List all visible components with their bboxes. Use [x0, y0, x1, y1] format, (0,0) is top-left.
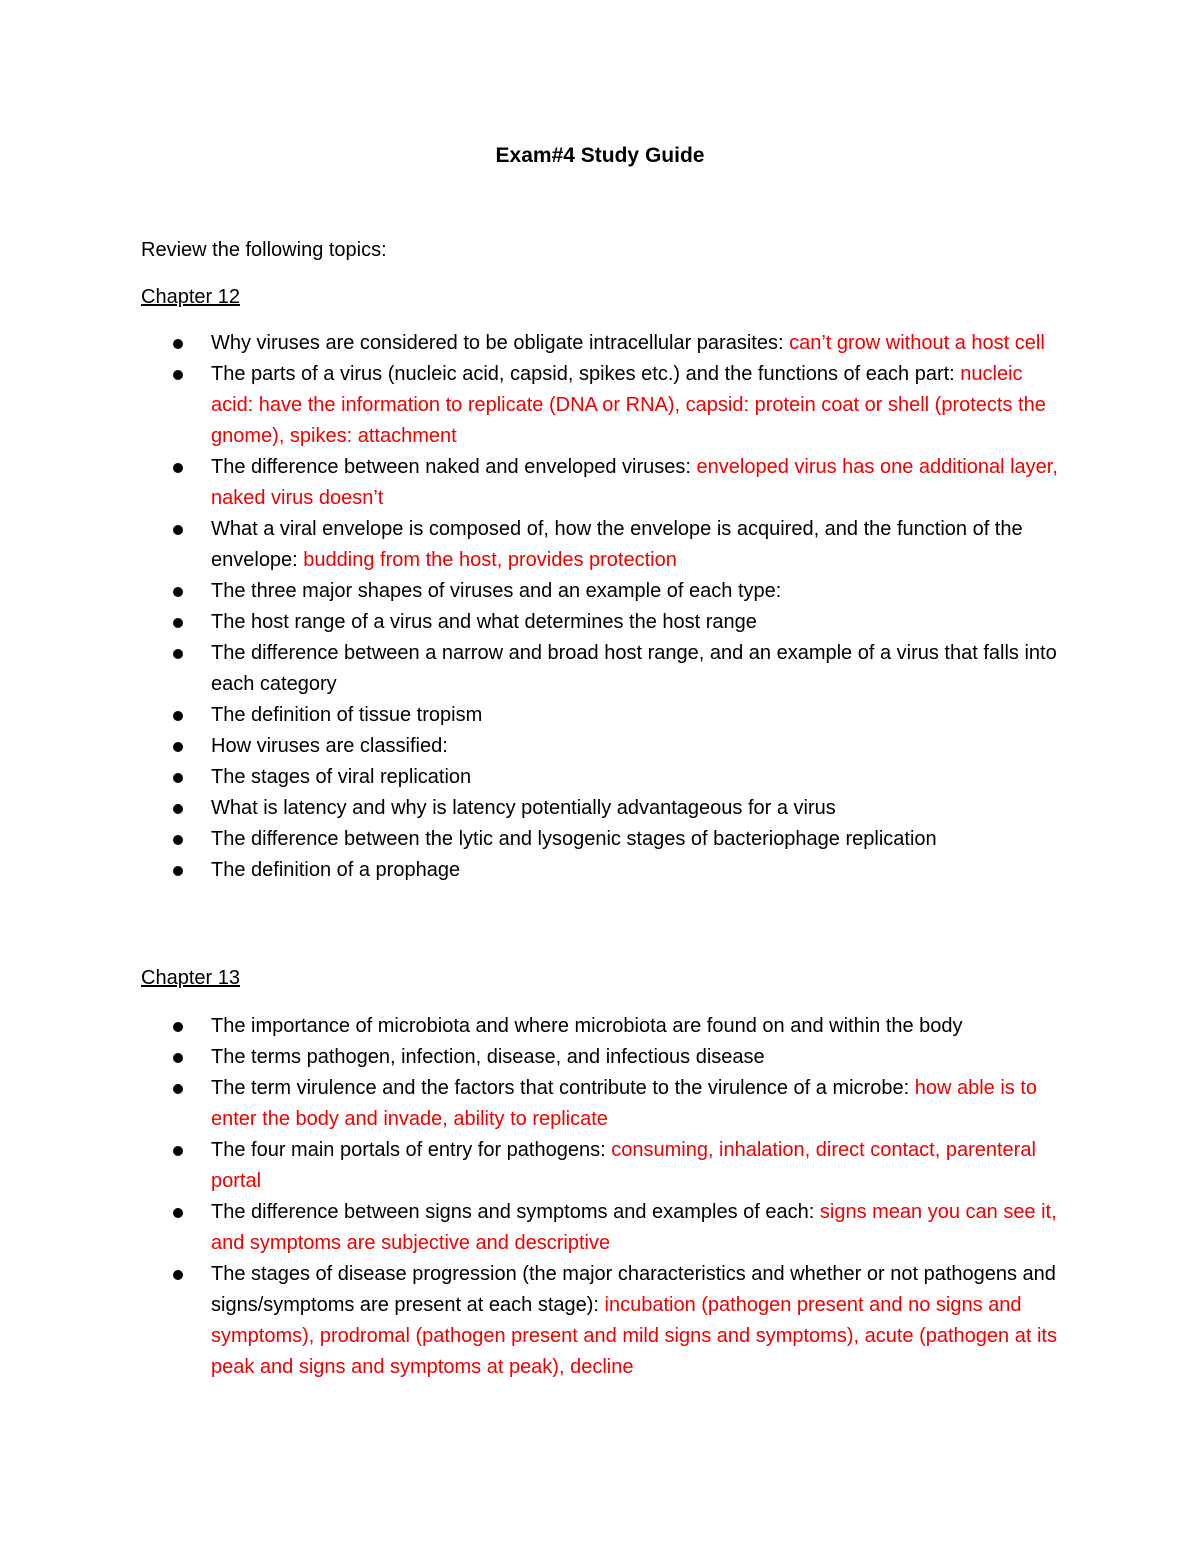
- list-item: [0, 1197, 1200, 1259]
- chapter-13-heading: Chapter 13: [141, 967, 240, 989]
- topic-text: The parts of a virus (nucleic acid, capsid, spikes etc.) and the functions of each part:: [211, 363, 961, 385]
- intro-text: Review the following topics:: [141, 239, 387, 261]
- list-item: [0, 638, 1200, 700]
- bullet-icon: [173, 742, 183, 752]
- chapter-12-heading: Chapter 12: [141, 286, 240, 308]
- bullet-icon: [173, 525, 183, 535]
- bullet-icon: [173, 1022, 183, 1032]
- list-item: [0, 359, 1200, 452]
- list-item: [0, 576, 1200, 607]
- list-item: [0, 855, 1200, 886]
- bullet-icon: [173, 587, 183, 597]
- bullet-icon: [173, 649, 183, 659]
- bullet-icon: [173, 773, 183, 783]
- topic-text: Why viruses are considered to be obligate intracellular parasites:: [211, 332, 790, 354]
- page-title: Exam#4 Study Guide: [495, 144, 705, 167]
- topic-text: The three major shapes of viruses and an example of each type:: [211, 580, 782, 602]
- answer-text: budding from the host, provides protection: [303, 549, 677, 571]
- topic-text: The difference between naked and enveloped viruses:: [211, 456, 697, 478]
- topic-text: The terms pathogen, infection, disease, and infectious disease: [211, 1046, 765, 1068]
- list-item: [0, 1073, 1200, 1135]
- topic-text: How viruses are classified:: [211, 735, 448, 757]
- bullet-icon: [173, 1208, 183, 1218]
- bullet-icon: [173, 618, 183, 628]
- list-item: [0, 514, 1200, 576]
- answer-text: enveloped virus has one additional layer, naked virus doesn’t: [211, 456, 1058, 509]
- topic-text: The stages of disease progression (the major characteristics and whether or not pathogens and signs/symptoms are present at each stage):: [211, 1263, 1056, 1316]
- chapter-13-topic-list: [0, 1011, 1200, 1383]
- list-item: [0, 762, 1200, 793]
- bullet-icon: [173, 1270, 183, 1280]
- list-item: [0, 824, 1200, 855]
- topic-text: The host range of a virus and what determines the host range: [211, 611, 757, 633]
- list-item: [0, 1011, 1200, 1042]
- topic-text: The term virulence and the factors that contribute to the virulence of a microbe:: [211, 1077, 915, 1099]
- topic-text: The definition of tissue tropism: [211, 704, 483, 726]
- bullet-icon: [173, 835, 183, 845]
- bullet-icon: [173, 1146, 183, 1156]
- list-item: [0, 1042, 1200, 1073]
- topic-text: The four main portals of entry for pathogens:: [211, 1139, 612, 1161]
- bullet-icon: [173, 1053, 183, 1063]
- answer-text: consuming, inhalation, direct contact, parenteral portal: [211, 1139, 1036, 1192]
- list-item: [0, 731, 1200, 762]
- topic-text: What a viral envelope is composed of, how the envelope is acquired, and the function of the envelope:: [211, 518, 1023, 571]
- topic-text: The definition of a prophage: [211, 859, 461, 881]
- bullet-icon: [173, 866, 183, 876]
- list-item: [0, 1259, 1200, 1383]
- topic-text: The stages of viral replication: [211, 766, 472, 788]
- topic-text: The difference between a narrow and broad host range, and an example of a virus that falls into each category: [211, 642, 1057, 695]
- topic-text: The difference between signs and symptoms and examples of each:: [211, 1201, 820, 1223]
- bullet-icon: [173, 1084, 183, 1094]
- chapter-12-topic-list: [0, 328, 1200, 886]
- list-item: [0, 700, 1200, 731]
- topic-text: The importance of microbiota and where microbiota are found on and within the body: [211, 1015, 963, 1037]
- list-item: [0, 328, 1200, 359]
- answer-text: signs mean you can see it, and symptoms are subjective and descriptive: [211, 1201, 1057, 1254]
- topic-text: The difference between the lytic and lysogenic stages of bacteriophage replication: [211, 828, 937, 850]
- list-item: [0, 1135, 1200, 1197]
- list-item: [0, 607, 1200, 638]
- bullet-icon: [173, 804, 183, 814]
- answer-text: nucleic acid: have the information to replicate (DNA or RNA), capsid: protein coat or shell (protects the gnome), spikes: attachment: [211, 363, 1046, 447]
- bullet-icon: [173, 370, 183, 380]
- topic-text: What is latency and why is latency potentially advantageous for a virus: [211, 797, 836, 819]
- answer-text: how able is to enter the body and invade, ability to replicate: [211, 1077, 1037, 1130]
- list-item: [0, 793, 1200, 824]
- list-item: [0, 452, 1200, 514]
- answer-text: can’t grow without a host cell: [789, 332, 1045, 354]
- answer-text: incubation (pathogen present and no signs and symptoms), prodromal (pathogen present and mild signs and symptoms), acute (pathogen at its peak and signs and symptoms at peak), decline: [211, 1294, 1057, 1378]
- bullet-icon: [173, 463, 183, 473]
- bullet-icon: [173, 339, 183, 349]
- bullet-icon: [173, 711, 183, 721]
